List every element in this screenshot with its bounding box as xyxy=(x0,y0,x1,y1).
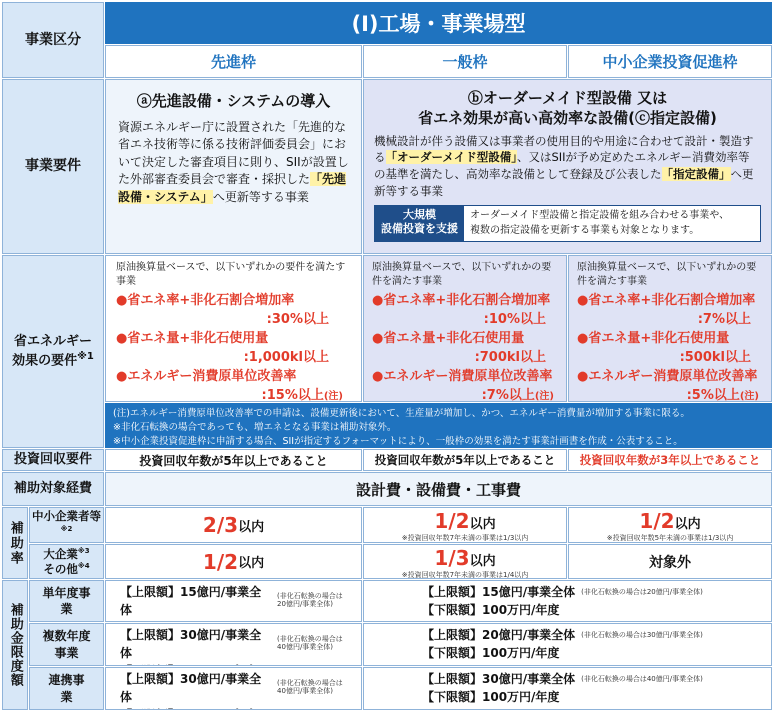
advanced-requirements xyxy=(105,79,362,254)
energy-general: 原油換算量ベースで、以下いずれかの要件を満たす事業 ●省エネ率+非化石割合増加率 :10%以上 ●省エネ量+非化石使用量 :700kl以上 ●エネルギー消費原単位改善率 :7%以上(注) xyxy=(363,255,567,402)
large-scale-box xyxy=(374,205,761,242)
limit-label: 補助金限度額 xyxy=(2,580,28,710)
limit-joint-advanced: 【上限額】30億円/事業全体 (非化石転換の場合は40億円/事業全体) xyxy=(105,667,362,710)
rate-sme-label: 中小企業者等$^{※2}$ xyxy=(29,507,104,543)
order-body: 機械設計が伴う設備又は事業者の使用目的や用途に合わせて設計・製造する「オーダーメイド型設備」、又はSIIが予め定めたエネルギー消費効率等の基準を満たし、高効率な設備として登録及び公表した「指定設備」へ更新等する事業 xyxy=(374,133,754,198)
advanced-body: 資源エネルギー庁に設置された「先進的な省エネ技術等に係る技術評価委員会」において決定した審査項目に則り、SIIが設置した外部審査委員会で審査・採択した「先進設備・システム」へ更新等する事業 xyxy=(118,120,349,204)
col-header-general: 一般枠 xyxy=(363,45,567,78)
limit-single-advanced: 【上限額】15億円/事業全体 (非化石転換の場合は20億円/事業全体) xyxy=(105,580,362,622)
large-scale-badge: 大規模 設備投資を支援 xyxy=(375,206,464,241)
limit-single-label: 単年度事業 xyxy=(29,580,104,622)
rate-large-label: 大企業$^{※3}$ その他$^{※4}$ xyxy=(29,544,104,579)
advanced-title: ⓐ先進設備・システムの導入 xyxy=(136,92,331,110)
energy-sme: 原油換算量ベースで、以下いずれかの要件を満たす事業 ●省エネ率+非化石割合増加率 :7%以上 ●省エネ量+非化石使用量 :500kl以上 ●エネルギー消費原単位改善率 :5%以上(注) xyxy=(568,255,772,402)
large-scale-text: オーダーメイド型設備と指定設備を組み合わせる事業や、 複数の指定設備を更新する事業も対象となります。 xyxy=(470,210,730,236)
col-header-advanced: 先進枠 xyxy=(105,45,362,78)
energy-item-rate: ●省エネ率+非化石割合増加率 xyxy=(116,293,295,308)
col-header-sme: 中小企業投資促進枠 xyxy=(568,45,772,78)
payback-advanced: 投資回収年数が5年以上であること xyxy=(105,449,362,471)
rate-large-general: 1/3以内 ※投資回収年数7年未満の事業は1/4以内 xyxy=(363,544,567,579)
limit-joint-general-sme: 【上限額】30億円/事業全体 (非化石転換の場合は40億円/事業全体) 【下限額】100万円/年度 xyxy=(363,667,772,710)
rate-large-sme: 対象外 xyxy=(568,544,772,579)
payback-sme: 投資回収年数が3年以上であること xyxy=(568,449,772,471)
rate-sme-advanced: 2/3 以内 xyxy=(105,507,362,543)
rate-sme-general: 1/2以内 ※投資回収年数7年未満の事業は1/3以内 xyxy=(363,507,567,543)
energy-item-intensity: ●エネルギー消費原単位改善率 xyxy=(116,369,297,384)
category-label: 事業区分 xyxy=(2,2,104,78)
energy-item-amount: ●省エネ量+非化石使用量 xyxy=(116,331,269,346)
requirements-label: 事業要件 xyxy=(2,79,104,254)
order-title: ⓑオーダーメイド型設備 又は 省エネ効果が高い高効率な設備(ⓒ指定設備) xyxy=(418,89,717,128)
limit-multi-general-sme: 【上限額】20億円/事業全体 (非化石転換の場合は30億円/事業全体) 【下限額】100万円/年度 xyxy=(363,623,772,666)
limit-multi-advanced: 【上限額】30億円/事業全体 (非化石転換の場合は40億円/事業全体) xyxy=(105,623,362,666)
main-header: (Ⅰ)工場・事業場型 xyxy=(105,2,772,44)
notes-band: (注)エネルギー消費原単位改善率での申請は、設備更新後において、生産量が増加し、かつ、エネルギー消費量が増加する事業に限る。 ※非化石転換の場合であっても、増エネとなる事業は補助対象外。 ※中小企業投資促進枠に申請する場合、SIIが指定するフォーマットにより、一般枠の効果を満たす事業計画書を作成・公表すること。 xyxy=(105,403,772,448)
energy-advanced: 原油換算量ベースで、以下いずれかの要件を満たす事業 ●省エネ率+非化石割合増加率 :30%以上 ●省エネ量+非化石使用量 :1,000kl以上 ●エネルギー消費原単位改善率 :15%以上(注) xyxy=(105,255,362,402)
payback-general: 投資回収年数が5年以上であること xyxy=(363,449,567,471)
limit-multi-label: 複数年度事業 xyxy=(29,623,104,666)
rate-sme-sme: 1/2以内 ※投資回収年数5年未満の事業は1/3以内 xyxy=(568,507,772,543)
energy-label: 省エネルギー 効果の要件$^{※1}$ xyxy=(2,255,104,448)
order-requirements xyxy=(363,79,772,254)
costs-label: 補助対象経費 xyxy=(2,472,104,506)
rate-label: 補助率 xyxy=(2,507,28,579)
limit-single-general-sme: 【上限額】15億円/事業全体 (非化石転換の場合は20億円/事業全体) 【下限額】100万円/年度 xyxy=(363,580,772,622)
costs-value: 設計費・設備費・工事費 xyxy=(105,472,772,506)
payback-label: 投資回収要件 xyxy=(2,449,104,471)
rate-large-advanced: 1/2 以内 xyxy=(105,544,362,579)
advanced-highlight: 「先進設備・システム」 xyxy=(118,172,347,204)
limit-joint-label: 連携事業 xyxy=(29,667,104,710)
